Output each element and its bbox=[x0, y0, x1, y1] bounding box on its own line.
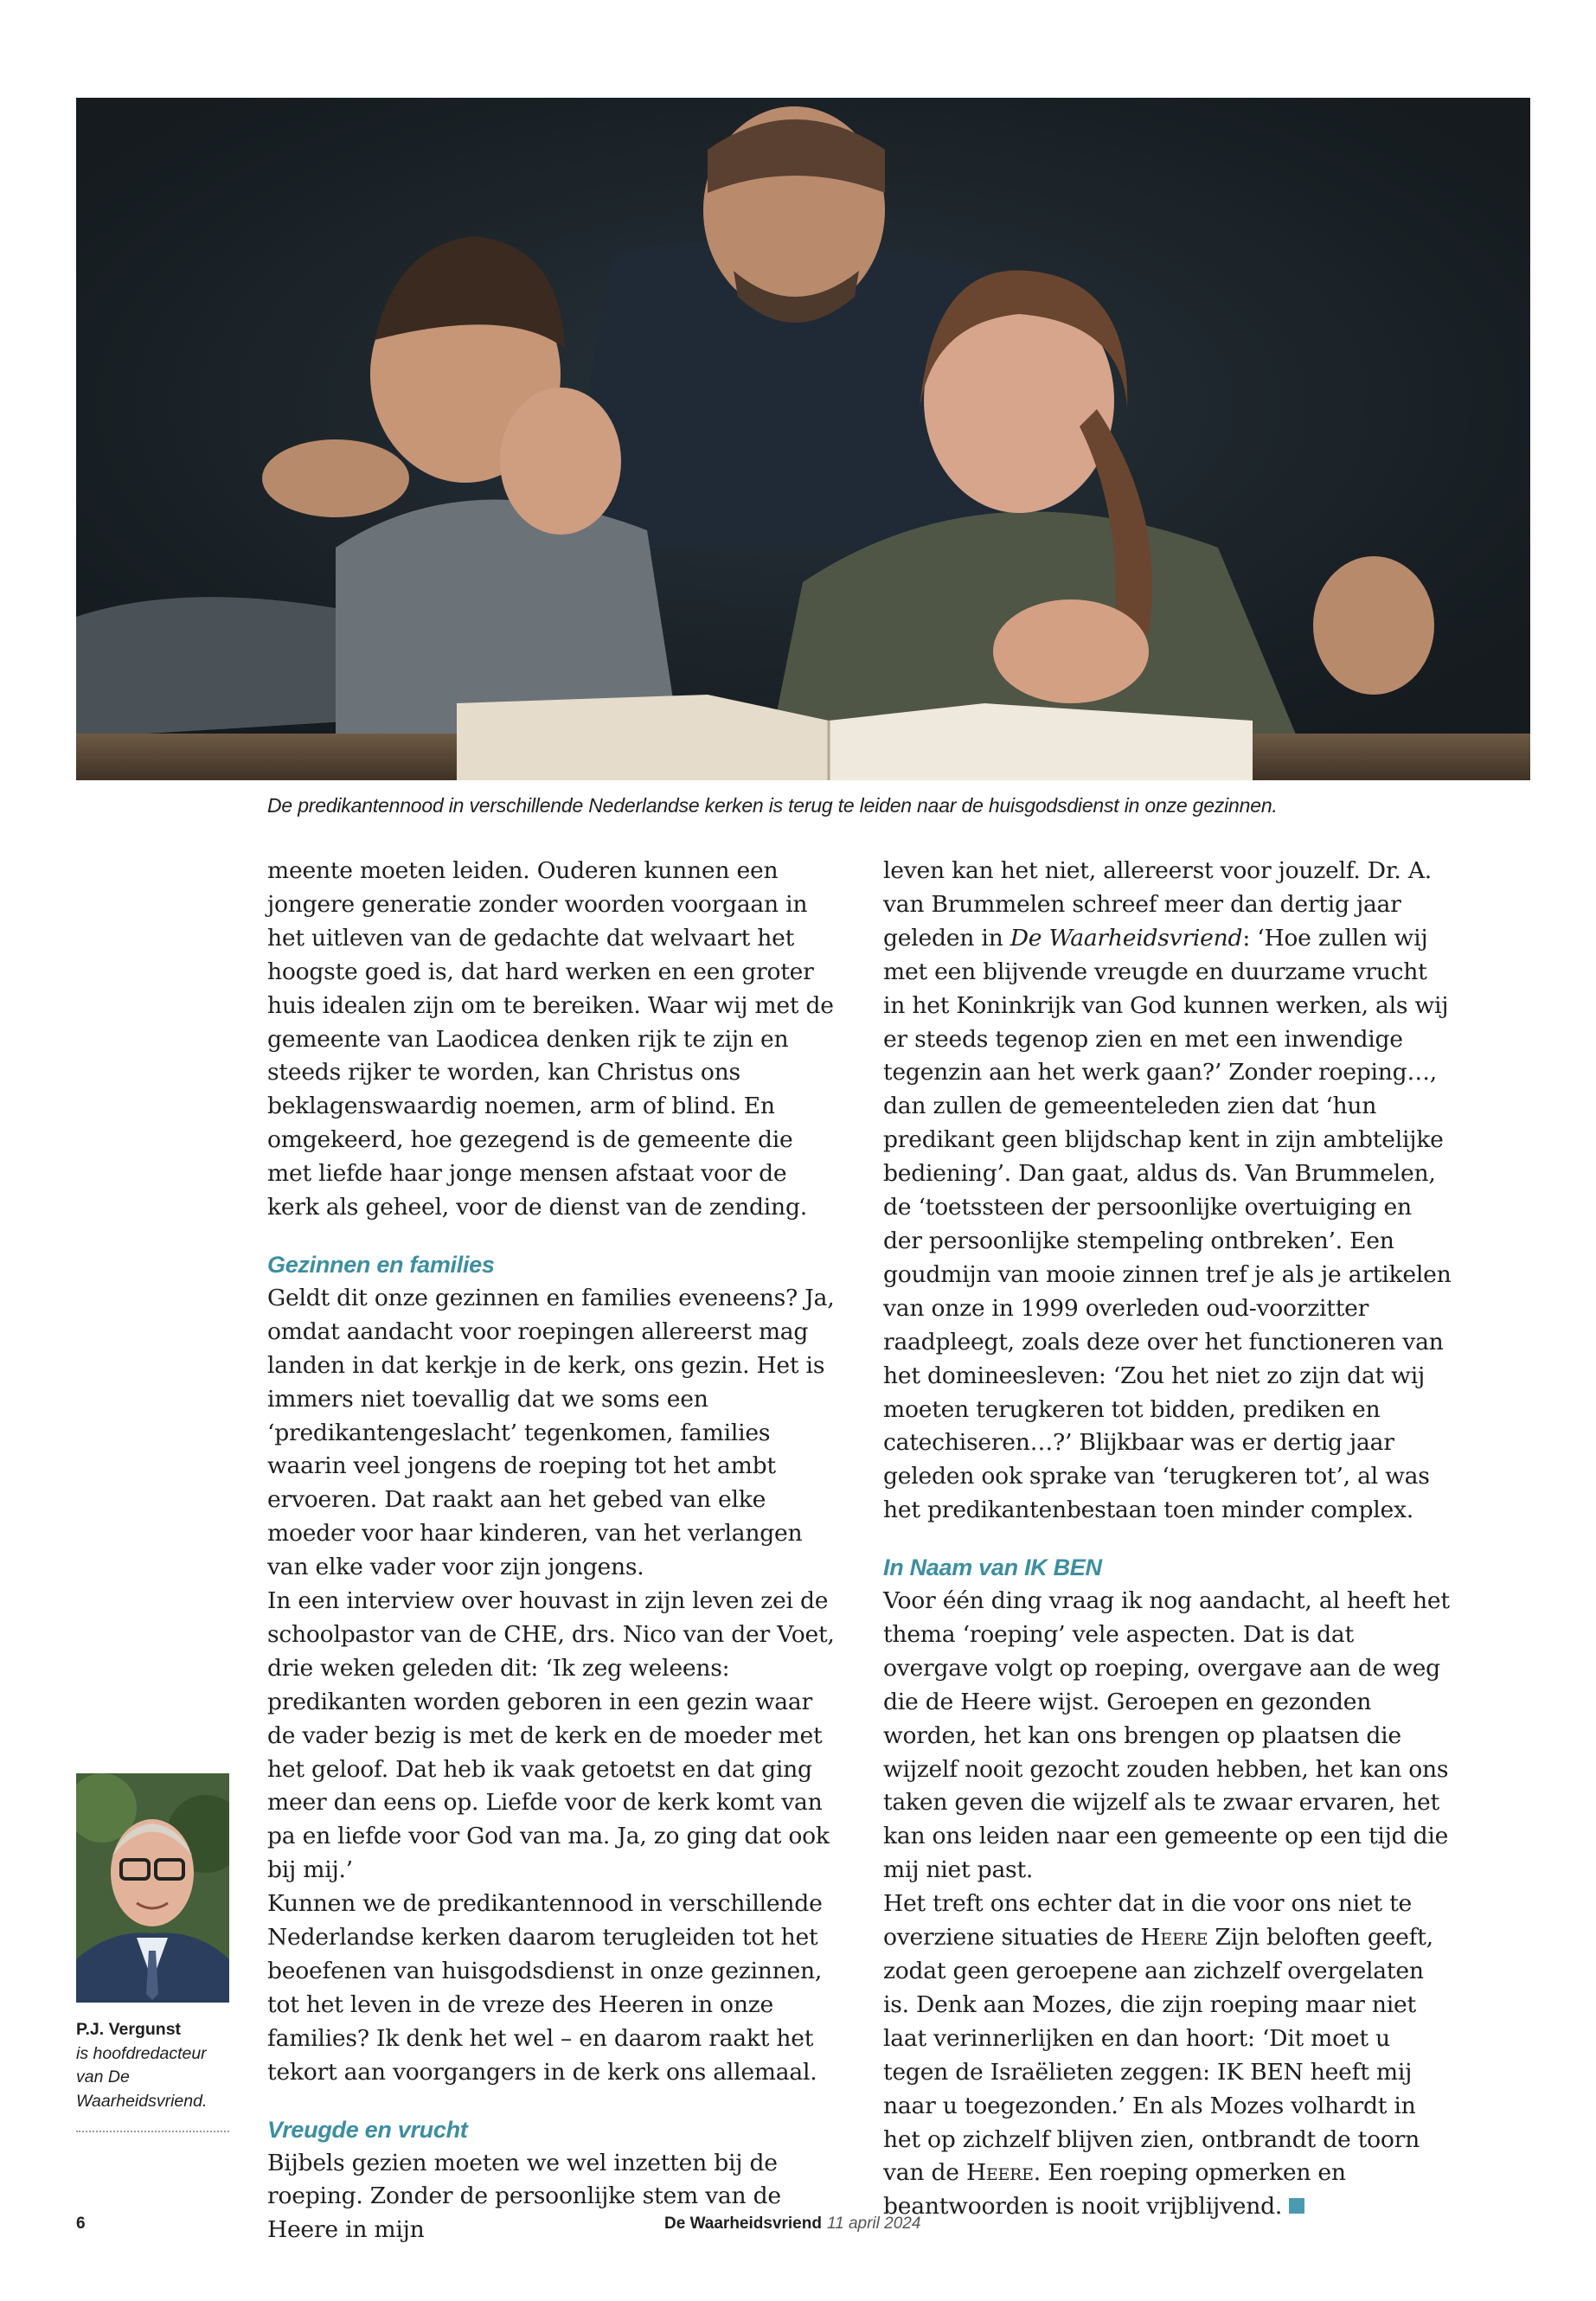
text-run: Zijn beloften geeft, zodat geen geroepene aan zichzelf overgelaten is. Denk aan Mozes, die zijn roeping maar niet laat verinnerlijken en dan hoort: ‘Dit moet u tegen de Israëlieten zeggen: IK BEN heeft mij naar u toegezonden.’ En als Mozes volhardt in het op zichzelf blijven zien, ontbrandt de toorn van de bbox=[883, 1924, 1433, 2187]
article-column-right bbox=[883, 855, 1454, 2224]
publication-title: De Waarheidsvriend bbox=[1010, 924, 1243, 952]
header-photo bbox=[76, 98, 1530, 780]
article-column-left bbox=[267, 855, 838, 2247]
section-heading: Vreugde en vrucht bbox=[267, 2116, 468, 2143]
footer-date: 11 april 2024 bbox=[826, 2214, 921, 2233]
footer bbox=[664, 2214, 920, 2234]
paragraph: Bijbels gezien moeten we wel inzetten bij de roeping. Zonder de persoonlijke stem van de Heere in mijn bbox=[267, 2149, 781, 2244]
square-end-mark-icon bbox=[1289, 2198, 1304, 2214]
paragraph: Voor één ding vraag ik nog aandacht, al heeft het thema ‘roeping’ vele aspecten. Dat is dat overgave volgt op roeping, overgave aan de weg die de Heere wijst. Geroepen en gezonden worden, het kan ons brengen op plaatsen die wijzelf nooit gezocht zouden hebben, het kan ons taken geven die wijzelf als te zwaar ervaren, het kan ons leiden naar een gemeente op een tijd die mij niet past. bbox=[883, 1587, 1450, 1884]
author-name: P.J. Vergunst bbox=[76, 2020, 182, 2039]
text-run: leven kan het niet, allereerst voor jouzelf. Dr. A. van Brummelen schreef meer dan dertig jaar geleden in bbox=[883, 857, 1432, 952]
photo-caption: De predikantennood in verschillende Nederlandse kerken is terug te leiden naar de huisgodsdienst in onze gezinnen. bbox=[267, 794, 1278, 817]
author-photo bbox=[76, 1773, 229, 2003]
paragraph: meente moeten leiden. Ouderen kunnen een jongere generatie zonder woorden voorgaan in het uitleven van de gedachte dat welvaart het hoogste goed is, dat hard werken en een groter huis idealen zijn om te bereiken. Waar wij met de gemeente van Laodicea denken rijk te zijn en steeds rijker te worden, kan Christus ons beklagenswaardig noemen, arm of blind. En omgekeerd, hoe gezegend is de gemeente die met liefde haar jonge mensen afstaat voor de kerk als geheel, voor de dienst van de zending. bbox=[267, 857, 834, 1221]
paragraph bbox=[883, 1888, 1454, 2224]
author-role: is hoofdredacteur van De Waarheidsvriend. bbox=[76, 2043, 208, 2111]
author-bio bbox=[76, 2018, 229, 2113]
paragraph: In een interview over houvast in zijn leven zei de schoolpastor van de CHE, drs. Nico van der Voet, drie weken geleden dit: ‘Ik zeg weleens: predikanten worden geboren in een gezin waar de vader bezig is met de kerk en de moeder met het geloof. Dat heb ik vaak getoetst en dat ging meer dan eens op. Liefde voor de kerk komt van pa en liefde voor God van ma. Ja, zo ging dat ook bij mij.’ bbox=[267, 1587, 835, 1884]
text-run: Het treft ons echter dat in die voor ons niet te overziene situaties de bbox=[883, 1890, 1412, 1952]
footer-publication: De Waarheidsvriend bbox=[664, 2214, 822, 2233]
paragraph: Kunnen we de predikantennood in verschillende Nederlandse kerken daarom terugleiden tot het beoefenen van huisgodsdienst in onze gezinnen, tot het leven in de vreze des Heeren in onze families? Ik denk het wel – en daarom raakt het tekort aan voorgangers in de kerk ons allemaal. bbox=[267, 1890, 823, 2086]
divine-name: Heere bbox=[1140, 1924, 1208, 1952]
section-heading: Gezinnen en families bbox=[267, 1251, 495, 1278]
divider bbox=[76, 2131, 229, 2132]
section-heading: In Naam van IK BEN bbox=[883, 1554, 1102, 1581]
text-run: . Een roeping opmerken en beantwoorden is nooit vrijblijvend. bbox=[883, 2159, 1346, 2221]
page-number: 6 bbox=[76, 2214, 86, 2233]
paragraph: Geldt dit onze gezinnen en families eveneens? Ja, omdat aandacht voor roepingen allereerst mag landen in dat kerkje in de kerk, ons gezin. Het is immers niet toevallig dat we soms een ‘predikantengeslacht’ tegenkomen, families waarin veel jongens de roeping tot het ambt ervoeren. Dat raakt aan het gebed van elke moeder voor haar kinderen, van het verlangen van elke vader voor zijn jongens. bbox=[267, 1284, 835, 1581]
text-run: : ‘Hoe zullen wij met een blijvende vreugde en duurzame vrucht in het Koninkrijk van God kunnen werken, als wij er steeds tegenop zien en met een inwendige tegenzin aan het werk gaan?’ Zonder roeping…, dan zullen de gemeenteleden zien dat ‘hun predikant geen blijdschap kent in zijn ambtelijke bediening’. Dan gaat, aldus ds. Van Brummelen, de ‘toetssteen der persoonlijke overtuiging en der persoonlijke stempeling ontbreken’. Een goudmijn van mooie zinnen tref je als je artikelen van onze in 1999 overleden oud-voorzitter raadpleegt, zoals deze over het functioneren van het domineesleven: ‘Zou het niet zo zijn dat wij moeten terugkeren tot bidden, prediken en catechiseren…?’ Blijkbaar was er dertig jaar geleden ook sprake van ‘terugkeren tot’, al was het predikantenbestaan toen minder complex. bbox=[883, 924, 1452, 1524]
paragraph bbox=[883, 855, 1454, 1528]
divine-name: Heere bbox=[965, 2159, 1034, 2187]
